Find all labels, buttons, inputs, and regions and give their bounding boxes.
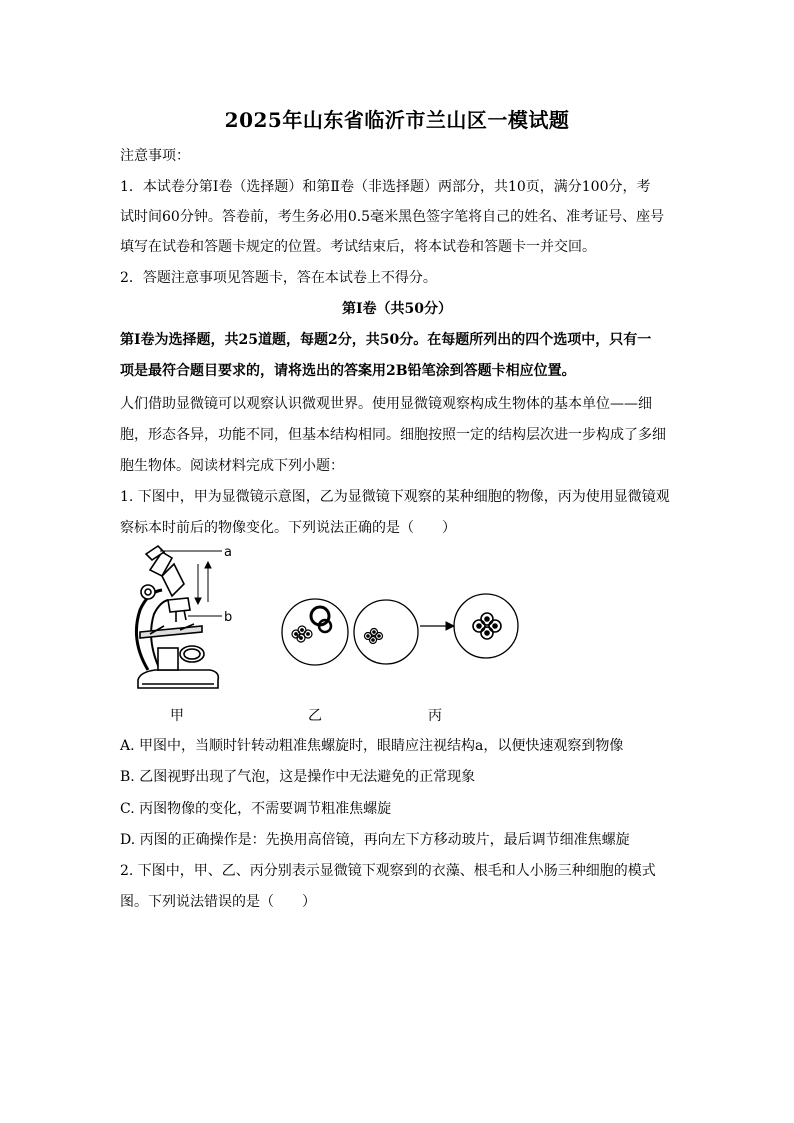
figure-caption-yi: 乙 [308,708,322,724]
notice-line: 填写在试卷和答题卡规定的位置。考试结束后，将本试卷和答题卡一并交回。 [120,239,596,255]
arrow-right-icon [420,622,454,630]
page-title: 2025年山东省临沂市兰山区一模试题 [224,108,570,132]
figure-label-b: b [224,610,233,625]
option-c: C. 丙图物像的变化，不需要调节粗准焦螺旋 [120,801,392,817]
question-stem-line: 1. 下图中，甲为显微镜示意图，乙为显微镜下观察的某种细胞的物像，丙为使用显微镜观 [120,489,670,505]
section-instruction-line: 项是最符合题目要求的，请将选出的答案用2B铅笔涂到答题卡相应位置。 [120,363,576,379]
notice-line: 1．本试卷分第Ⅰ卷（选择题）和第Ⅱ卷（非选择题）两部分，共10页，满分100分，考 [120,179,651,195]
passage-line: 人们借助显微镜可以观察认识微观世界。使用显微镜观察构成生物体的基本单位——细 [120,396,652,412]
passage-line: 胞，形态各异，功能不同，但基本结构相同。细胞按照一定的结构层次进一步构成了多细 [120,427,666,443]
section-instruction-line: 第Ⅰ卷为选择题，共25道题，每题2分，共50分。在每题所列出的四个选项中，只有一 [120,332,652,348]
view-bing-before [354,600,418,664]
microscope-figure-svg [110,540,550,730]
figure-label-a: a [224,545,232,560]
view-bing-after [454,594,518,658]
section-title: 第Ⅰ卷（共50分） [341,301,453,317]
question-stem-line: 察标本时前后的物像变化。下列说法正确的是（ ） [120,520,456,536]
passage-line: 胞生物体。阅读材料完成下列小题： [120,458,344,474]
cell-cluster-icon [292,626,312,642]
option-a: A. 甲图中，当顺时针转动粗准焦螺旋时，眼睛应注视结构a，以便快速观察到物像 [120,738,624,754]
notice-line: 2．答题注意事项见答题卡，答在本试卷上不得分。 [120,270,437,286]
question-stem-line: 2. 下图中，甲、乙、丙分别表示显微镜下观察到的衣藻、根毛和人小肠三种细胞的模式 [120,863,656,879]
option-b: B. 乙图视野出现了气泡，这是操作中无法避免的正常现象 [120,769,476,785]
option-d: D. 丙图的正确操作是：先换用高倍镜，再向左下方移动玻片，最后调节细准焦螺旋 [120,832,630,848]
air-bubble-icon [311,607,331,632]
notice-heading: 注意事项： [120,148,190,164]
notice-line: 试时间60分钟。答卷前，考生务必用0.5毫米黑色签字笔将自己的姓名、准考证号、座号 [120,209,665,225]
question-stem-line: 图。下列说法错误的是（ ） [120,894,316,910]
figure-caption-bing: 丙 [428,708,442,724]
figure-caption-jia: 甲 [170,708,184,724]
figure-microscope-views [110,540,550,730]
view-yi [282,599,348,665]
